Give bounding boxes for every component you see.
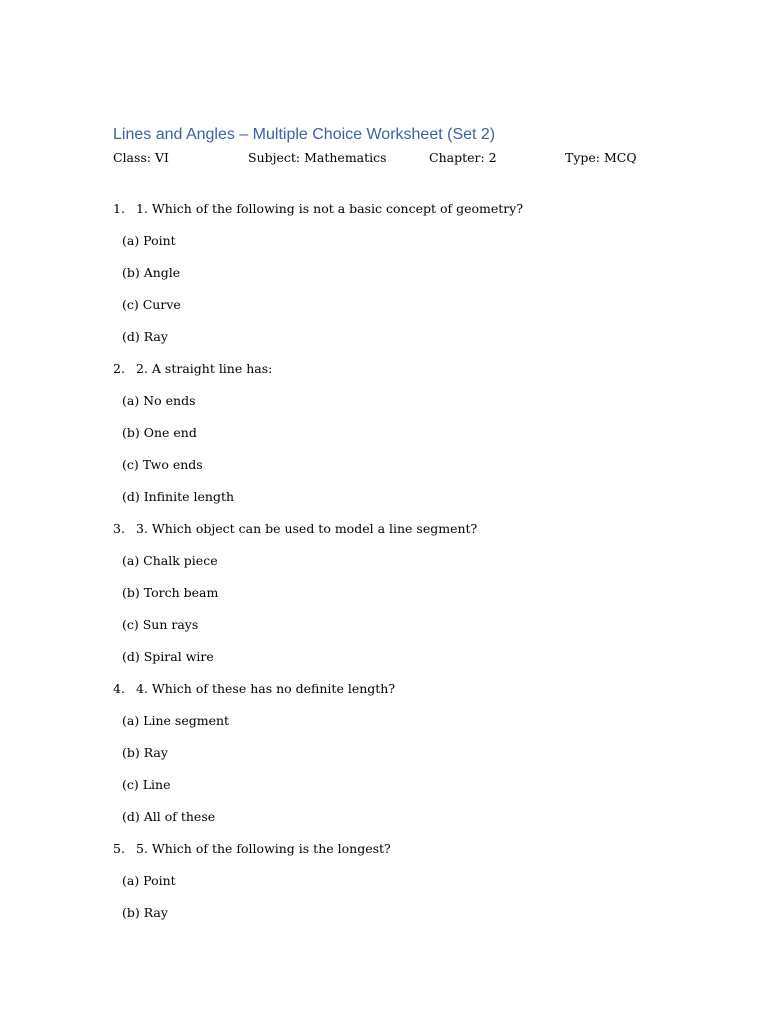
option-text: (c) Sun rays <box>122 617 199 632</box>
page-title: Lines and Angles – Multiple Choice Worksheet (Set 2) <box>113 126 496 143</box>
option-item <box>113 456 713 488</box>
question-number: 1. <box>113 201 125 216</box>
option-text: (b) Angle <box>122 265 181 280</box>
option-item <box>113 264 713 296</box>
question-item <box>113 840 713 872</box>
option-text: (b) Torch beam <box>122 585 219 600</box>
option-item <box>113 488 713 520</box>
option-text: (d) Spiral wire <box>122 649 214 664</box>
option-item <box>113 744 713 776</box>
option-text: (a) Chalk piece <box>122 553 218 568</box>
option-text: (d) All of these <box>122 809 216 824</box>
option-item <box>113 712 713 744</box>
option-text: (c) Two ends <box>122 457 203 472</box>
option-text: (a) Line segment <box>122 713 230 728</box>
question-text: 4. Which of these has no definite length? <box>136 681 396 696</box>
question-text: 2. A straight line has: <box>136 361 273 376</box>
option-item <box>113 872 713 904</box>
option-text: (d) Ray <box>122 329 168 344</box>
option-item <box>113 648 713 680</box>
worksheet-meta <box>0 149 768 167</box>
option-item <box>113 296 713 328</box>
option-item <box>113 328 713 360</box>
question-text: 5. Which of the following is the longest? <box>136 841 391 856</box>
question-item <box>113 200 713 232</box>
option-item <box>113 616 713 648</box>
question-number: 5. <box>113 841 125 856</box>
option-text: (a) Point <box>122 233 176 248</box>
option-item <box>113 392 713 424</box>
option-item <box>113 584 713 616</box>
question-text: 1. Which of the following is not a basic concept of geometry? <box>136 201 524 216</box>
option-text: (d) Infinite length <box>122 489 235 504</box>
option-item <box>113 904 713 936</box>
question-number: 2. <box>113 361 125 376</box>
meta-subject: Subject: Mathematics <box>248 150 387 165</box>
option-item <box>113 232 713 264</box>
question-item <box>113 360 713 392</box>
question-number: 3. <box>113 521 125 536</box>
meta-class: Class: VI <box>113 150 169 165</box>
option-item <box>113 424 713 456</box>
option-text: (b) Ray <box>122 905 168 920</box>
meta-type: Type: MCQ <box>565 150 637 165</box>
question-list <box>113 200 713 936</box>
option-item <box>113 776 713 808</box>
option-text: (b) One end <box>122 425 197 440</box>
option-item <box>113 808 713 840</box>
option-text: (a) Point <box>122 873 176 888</box>
question-number: 4. <box>113 681 125 696</box>
option-text: (b) Ray <box>122 745 168 760</box>
option-text: (a) No ends <box>122 393 196 408</box>
option-text: (c) Curve <box>122 297 181 312</box>
meta-chapter: Chapter: 2 <box>429 150 497 165</box>
question-item <box>113 520 713 552</box>
question-item <box>113 680 713 712</box>
question-text: 3. Which object can be used to model a line segment? <box>136 521 478 536</box>
option-text: (c) Line <box>122 777 171 792</box>
option-item <box>113 552 713 584</box>
